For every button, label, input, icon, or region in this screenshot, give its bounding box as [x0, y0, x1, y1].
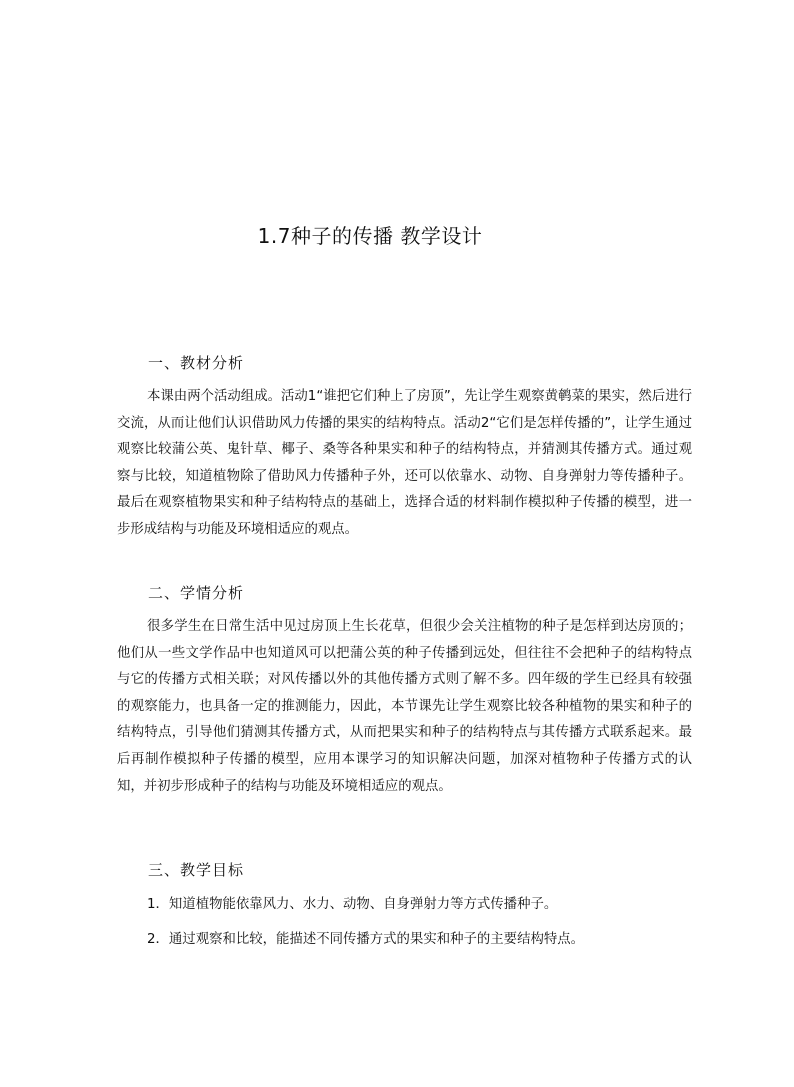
section-heading-textbook-analysis: 一、教材分析 [148, 354, 245, 372]
objective-item-2: 2．通过观察和比较，能描述不同传播方式的果实和种子的主要结构特点。 [147, 932, 585, 947]
paragraph-textbook-analysis: 本课由两个活动组成。活动1“谁把它们种上了房顶”，先让学生观察黄鹌菜的果实，然后进行交流，从而让他们认识借助风力传播的果实的结构特点。活动2“它们是怎样传播的”，让学生通过观察比较蒲公英、鬼针草、椰子、桑等各种果实和种子的结构特点，并猜测其传播方式。通过观察与比较，知道植物除了借助风力传播种子外，还可以依靠水、动物、自身弹射力等传播种子。最后在观察植物果实和种子结构特点的基础上，选择合适的材料制作模拟种子传播的模型，进一步形成结构与功能及环境相适应的观点。 [117, 389, 692, 537]
document-title: 1.7种子的传播 教学设计 [257, 224, 483, 248]
section-heading-teaching-objectives: 三、教学目标 [148, 861, 245, 879]
objective-item-1: 1．知道植物能依靠风力、水力、动物、自身弹射力等方式传播种子。 [147, 897, 558, 912]
paragraph-student-analysis: 很多学生在日常生活中见过房顶上生长花草，但很少会关注植物的种子是怎样到达房顶的；他们从一些文学作品中也知道风可以把蒲公英的种子传播到远处，但往往不会把种子的结构特点与它的传播方式相关联；对风传播以外的其他传播方式则了解不多。四年级的学生已经具有较强的观察能力，也具备一定的推测能力，因此，本节课先让学生观察比较各种植物的果实和种子的结构特点，引导他们猜测其传播方式，从而把果实和种子的结构特点与其传播方式联系起来。最后再制作模拟种子传播的模型，应用本课学习的知识解决问题，加深对植物种子传播方式的认知，并初步形成种子的结构与功能及环境相适应的观点。 [117, 619, 692, 794]
section-heading-student-analysis: 二、学情分析 [148, 584, 245, 602]
